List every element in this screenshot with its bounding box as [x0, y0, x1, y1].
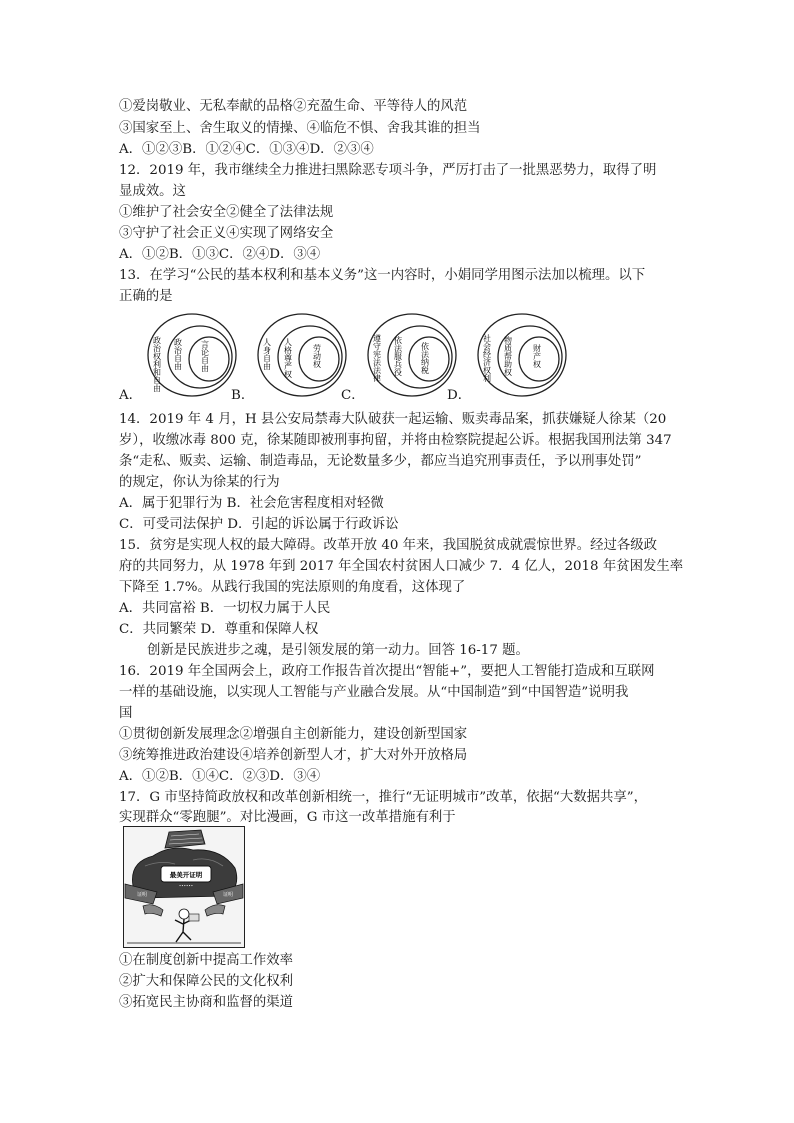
- diagram-a-middle-text: 政治自由: [173, 338, 183, 370]
- q15-answer-choices-1: A．共同富裕 B．一切权力属于人民: [119, 601, 331, 616]
- q13-diagram-options: [119, 312, 599, 403]
- diagram-a-inner-text: 言论自由: [200, 340, 210, 372]
- q15-answer-choices-2: C．共同繁荣 D．尊重和保障人权: [119, 622, 319, 637]
- cartoon-right-banner: 证明: [223, 892, 234, 898]
- diagram-a: [145, 312, 240, 398]
- q17-stem-line-1: 17．G 市坚持简政放权和改革创新相统一，推行“无证明城市”改革，依据“大数据共享”，: [119, 790, 648, 805]
- q14-stem-line-4: 的规定，你认为徐某的行为: [119, 475, 280, 490]
- q14-stem-line-3: 条“走私、贩卖、运输、制造毒品，无论数量多少，都应当追究刑事责任，予以刑事处罚”: [119, 454, 642, 469]
- diagram-d: [475, 312, 570, 398]
- diagram-d-middle-text: 物质帮助权: [503, 336, 513, 376]
- q17-cartoon: [123, 826, 245, 948]
- diagram-d-label: D．: [447, 388, 472, 403]
- diagram-b-outer-text: 人身自由: [262, 338, 272, 370]
- diagram-c-middle-text: 依法服兵役: [393, 336, 403, 376]
- q15-stem-line-2: 府的共同努力，从 1978 年到 2017 年全国农村贫困人口减少 7．4 亿人，2018 年贫困发生率: [119, 559, 684, 574]
- diagram-b-middle-text: 人格尊严权: [283, 338, 293, 378]
- q16-stem-line-3: 国: [119, 706, 133, 721]
- q14-answer-choices-2: C．可受司法保护 D．引起的诉讼属于行政诉讼: [119, 517, 399, 532]
- diagram-b-label: B．: [231, 388, 255, 403]
- q17-option-1: ①在制度创新中提高工作效率: [119, 953, 294, 968]
- diagram-b-inner-text: 劳动权: [312, 344, 322, 368]
- q13-stem-line-1: 13．在学习“公民的基本权利和基本义务”这一内容时，小娟同学用图示法加以梳理。以下: [119, 268, 646, 283]
- q16-17-intro: 创新是民族进步之魂，是引领发展的第一动力。回答 16-17 题。: [147, 643, 529, 658]
- cartoon-sign-text: 最美开证明: [169, 871, 203, 879]
- q12-stem-line-2: 显成效。这: [119, 184, 186, 199]
- diagram-c-label: C．: [341, 388, 365, 403]
- q12-options-line-2: ③守护了社会正义④实现了网络安全: [119, 226, 334, 241]
- q14-stem-line-1: 14．2019 年 4 月，H 县公安局禁毒大队破获一起运输、贩卖毒品案，抓获嫌疑人徐某（20: [119, 412, 667, 427]
- q16-options-line-2: ③统筹推进政治建设④培养创新型人才，扩大对外开放格局: [119, 748, 468, 763]
- q12-stem-line-1: 12．2019 年，我市继续全力推进扫黑除恶专项斗争，严厉打击了一批黑恶势力，取得了明: [119, 163, 657, 178]
- q17-option-2: ②扩大和保障公民的文化权利: [119, 974, 294, 989]
- q14-answer-choices-1: A．属于犯罪行为 B．社会危害程度相对轻微: [119, 496, 384, 511]
- q12-options-line-1: ①维护了社会安全②健全了法律法规: [119, 205, 334, 220]
- diagram-d-outer-text: 社会经济权利: [482, 334, 492, 382]
- diagram-c: [365, 312, 460, 398]
- q16-stem-line-1: 16．2019 年全国两会上，政府工作报告首次提出“智能+”，要把人工智能打造成和互联网: [119, 664, 655, 679]
- diagram-b: [255, 312, 350, 398]
- diagram-a-outer-text: 政治权利和自由: [152, 336, 162, 392]
- q16-stem-line-2: 一样的基础设施，以实现人工智能与产业融合发展。从“中国制造”到“中国智造”说明我: [119, 685, 629, 700]
- q15-stem-line-3: 下降至 1.7%。从践行我国的宪法原则的角度看，这体现了: [119, 580, 466, 595]
- q17-stem-line-2: 实现群众“零跑腿”。对比漫画，G 市这一改革措施有利于: [119, 810, 456, 825]
- q16-options-line-1: ①贯彻创新发展理念②增强自主创新能力，建设创新型国家: [119, 727, 468, 742]
- q13-stem-line-2: 正确的是: [119, 289, 173, 304]
- diagram-c-inner-text: 依法纳税: [420, 342, 430, 374]
- cartoon-left-banner: 证明: [137, 892, 148, 898]
- q15-stem-line-1: 15．贫穷是实现人权的最大障碍。改革开放 40 年来，我国脱贫成就震惊世界。经过各级政: [119, 538, 658, 553]
- q11-answer-choices: A．①②③B．①②④C．①③④D．②③④: [119, 142, 374, 157]
- q12-answer-choices: A．①②B．①③C．②④D．③④: [119, 247, 321, 262]
- q11-options-line-2: ③国家至上、舍生取义的情操、④临危不惧、舍我其谁的担当: [119, 121, 481, 136]
- q11-options-line-1: ①爱岗敬业、无私奉献的品格②充盈生命、平等待人的风范: [119, 99, 468, 114]
- q16-answer-choices: A．①②B．①④C．②③D．③④: [119, 769, 321, 784]
- diagram-a-label: A．: [119, 388, 143, 403]
- diagram-c-outer-text: 遵守宪法法律: [372, 334, 382, 382]
- diagram-d-inner-text: 财产权: [532, 344, 542, 368]
- cartoon-sign-subtext: ••••••: [178, 883, 194, 888]
- q14-stem-line-2: 岁），收缴冰毒 800 克，徐某随即被刑事拘留，并将由检察院提起公诉。根据我国刑法第 347: [119, 433, 672, 448]
- q17-option-3: ③拓宽民主协商和监督的渠道: [119, 995, 294, 1010]
